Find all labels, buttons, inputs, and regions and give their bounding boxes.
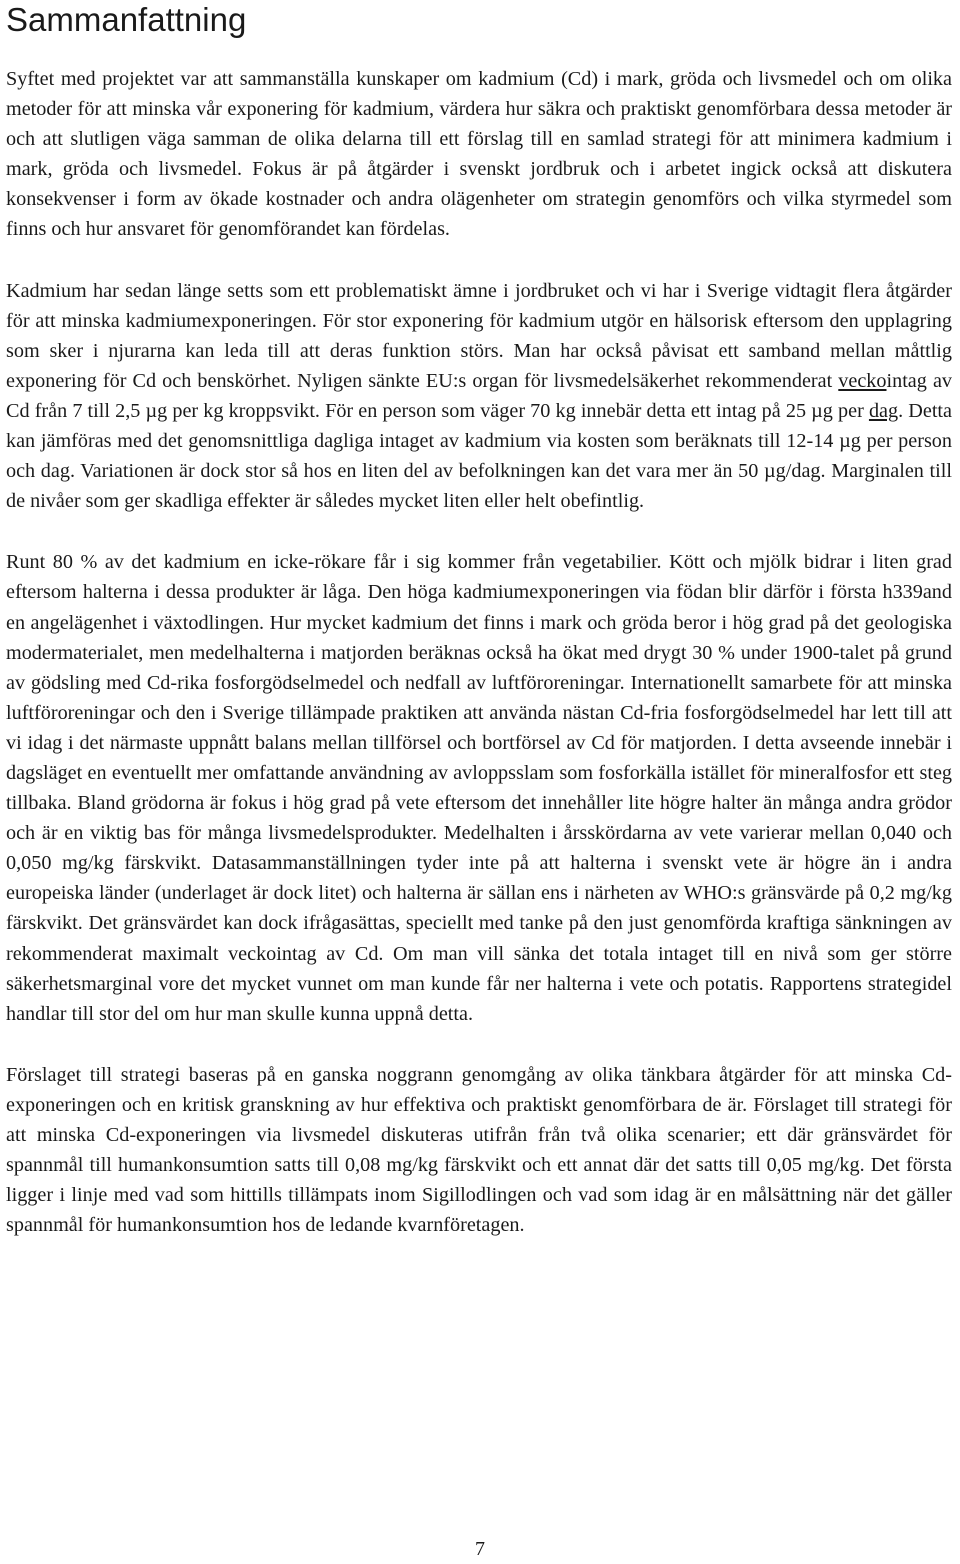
underlined-text-vecko: vecko xyxy=(838,369,887,392)
underlined-text-dag: dag xyxy=(868,399,899,422)
paragraph-text: intag av Cd från 7 till 2,5 µg per kg kroppsvikt. För en person som väger 70 kg innebär detta ett intag på 25 µg per xyxy=(6,369,953,422)
paragraph-cadmium-health xyxy=(6,276,952,517)
paragraph-purpose: Syftet med projektet var att sammanställa kunskaper om kadmium (Cd) i mark, gröda och livsmedel och om olika metoder för att minska vår exponering för kadmium, värdera hur säkra och praktiskt genomförbara dessa metoder är och att slutligen väga samman de olika delarna till ett förslag till en samlad strategi för att minimera kadmium i mark, gröda och livsmedel. Fokus är på åtgärder i svenskt jordbruk och i arbetet ingick också att diskutera konsekvenser i form av ökade kostnader och andra olägenheter om strategin genomförs och vilka styrmedel som finns och hur ansvaret för genomförandet kan fördelas. xyxy=(6,68,952,241)
document-page xyxy=(6,0,952,1240)
paragraph-sources: Runt 80 % av det kadmium en icke-rökare får i sig kommer från vegetabilier. Kött och mjölk bidrar i liten grad eftersom halterna i dessa produkter är låga. Den höga kadmiumexponeringen via födan blir därför i första h339and en angelägenhet i växtodlingen. Hur mycket kadmium det finns i mark och gröda beror i hög grad på det geologiska modermaterialet, men medelhalterna i matjorden beräknas också ha ökat med drygt 30 % under 1900-talet på grund av gödsling med Cd-rika fosforgödselmedel och nedfall av luftföroreningar. Internationellt samarbete för att minska luftföroreningar och den i Sverige tillämpade praktiken att använda nästan Cd-fria fosforgödselmedel har lett till att vi idag i det närmaste uppnått balans mellan tillförsel och bortförsel av Cd för matjorden. I detta avseende innebär i dagsläget en eventuellt mer omfattande användning av avloppsslam som fosforkälla istället för mineralfosfor ett steg tillbaka. Bland grödorna är fokus i hög grad på vete eftersom det innehåller lite högre halter än många andra grödor och är en viktig bas för många livsmedelsprodukter. Medelhalten i årsskördarna av vete varierar mellan 0,040 och 0,050 mg/kg färskvikt. Datasammanställningen tyder inte på att halterna i svenskt vete är högre än i andra europeiska länder (underlaget är dock litet) och halterna är sällan ens i närheten av WHO:s gränsvärde på 0,2 mg/kg färskvikt. Det gränsvärdet kan dock ifrågasättas, speciellt med tanke på den just genomförda kraftiga sänkningen av rekommenderat maximalt veckointag av Cd. Om man vill sänka det totala intaget till en nivå som ger större säkerhetsmarginal vore det mycket vunnet om man kunde får ner halterna i vete och potatis. Rapportens strategidel handlar till stor del om hur man skulle kunna uppnå detta. xyxy=(6,551,952,1025)
paragraph-text: . Detta kan jämföras med det genomsnittliga dagliga intaget av kadmium via kosten som beräknats till 12-14 µg per person och dag. Variationen är dock stor så hos en liten del av befolkningen kan det vara mer än 50 µg/dag. Marginalen till de nivåer som ger skadliga effekter är således mycket liten eller helt obefintlig. xyxy=(6,399,952,513)
paragraph-text: Kadmium har sedan länge setts som ett problematiskt ämne i jordbruket och vi har i Sverige vidtagit flera åtgärder för att minska kadmiumexponeringen. För stor exponering för kadmium utgör en hälsorisk eftersom den upplagring som sker i njurarna kan leda till att deras funktion störs. Man har också påvisat ett samband mellan måttlig exponering för Cd och benskörhet. Nyligen sänkte EU:s organ för livsmedelsäkerhet rekommenderat xyxy=(6,279,952,392)
section-heading: Sammanfattning xyxy=(6,1,247,38)
paragraph-strategy: Förslaget till strategi baseras på en ganska noggrann genomgång av olika tänkbara åtgärder för att minska Cd-exponeringen och en kritisk granskning av hur effektiva och praktiskt genomförbara de är. Förslaget till strategi för att minska Cd-exponeringen via livsmedel diskuteras utifrån från två olika scenarier; ett där gränsvärdet för spannmål till humankonsumtion satts till 0,08 mg/kg färskvikt och ett annat där det satts till 0,05 mg/kg. Det första ligger i linje med vad som hittills tillämpats inom Sigillodlingen och vad som idag är en målsättning när det gäller spannmål för humankonsumtion hos de ledande kvarnföretagen. xyxy=(6,1063,952,1237)
page-number: 7 xyxy=(475,1538,485,1560)
